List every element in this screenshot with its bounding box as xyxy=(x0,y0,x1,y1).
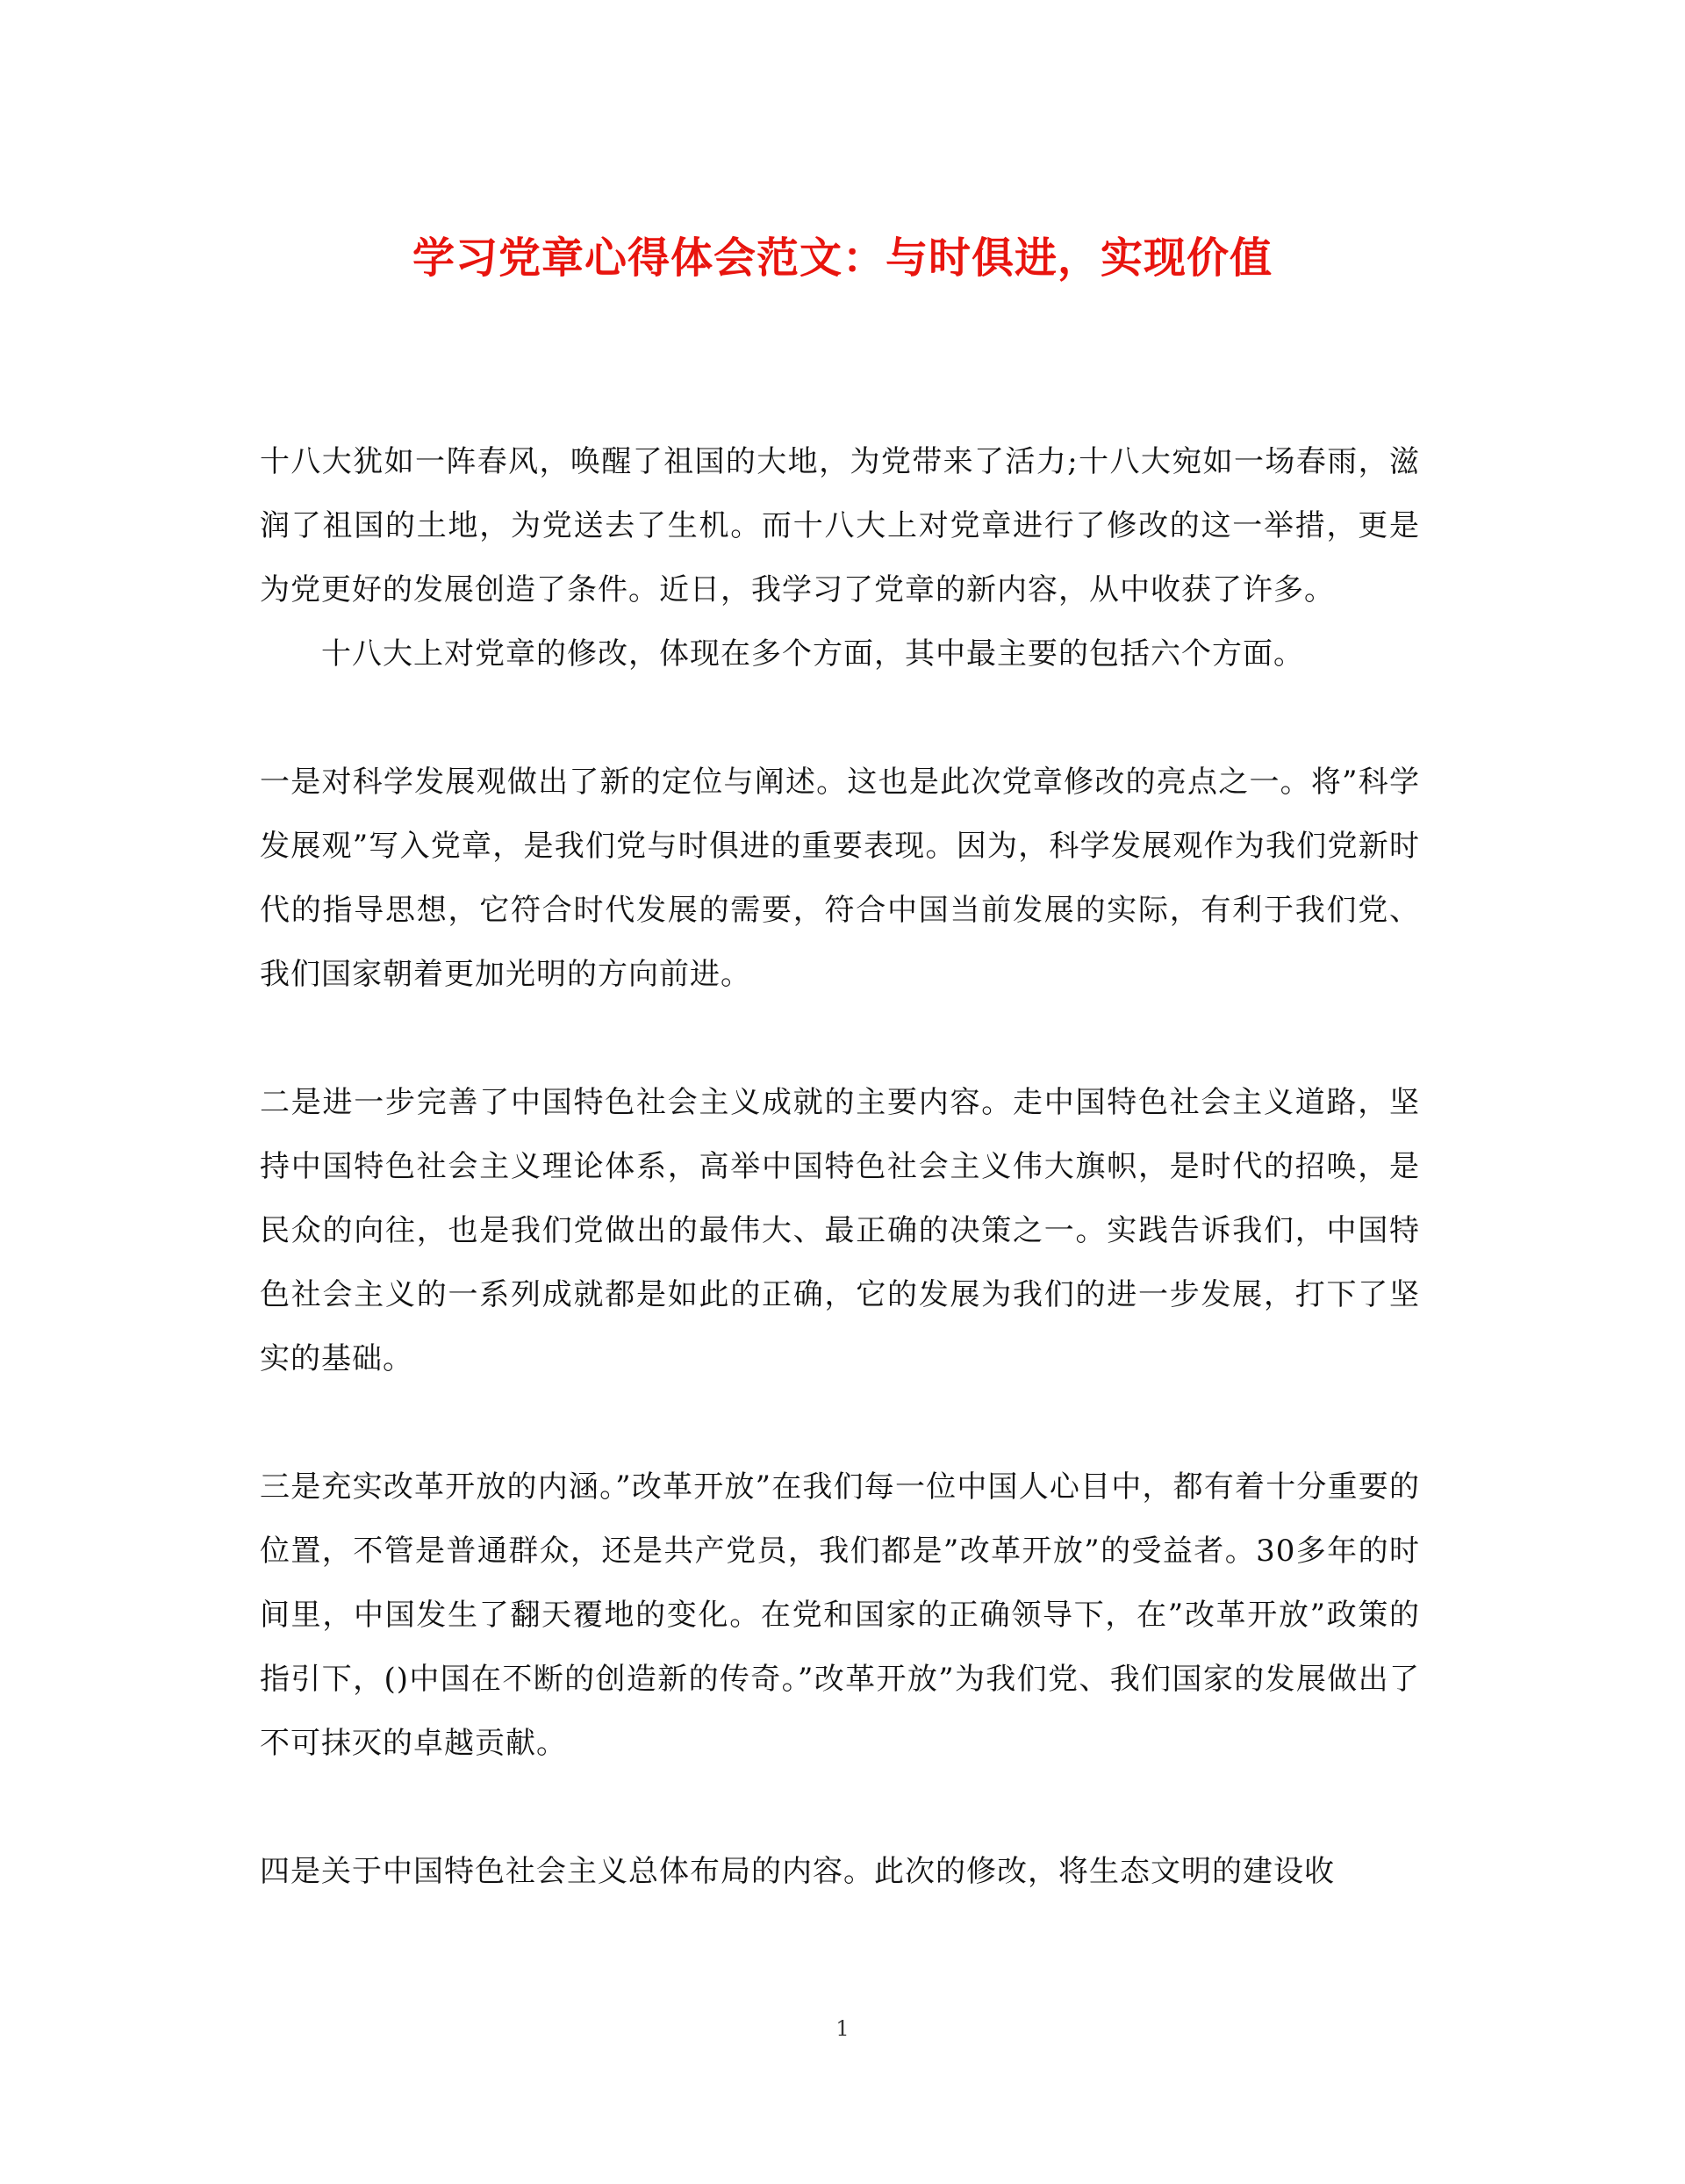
page-number: 1 xyxy=(835,2016,850,2041)
paragraph-intro: 十八大犹如一阵春风，唤醒了祖国的大地，为党带来了活力;十八大宛如一场春雨，滋润了祖国的土地，为党送去了生机。而十八大上对党章进行了修改的这一举措，更是为党更好的发展创造了条件。近日，我学习了党章的新内容，从中收获了许多。 xyxy=(260,444,1420,607)
document-body xyxy=(260,430,1420,1904)
paragraph-point-one: 一是对科学发展观做出了新的定位与阐述。这也是此次党章修改的亮点之一。将”科学发展观”写入党章，是我们党与时俱进的重要表现。因为，科学发展观作为我们党新时代的指导思想，它符合时代发展的需要，符合中国当前发展的实际，有利于我们党、我们国家朝着更加光明的方向前进。 xyxy=(260,765,1420,992)
paragraph-point-four: 四是关于中国特色社会主义总体布局的内容。此次的修改，将生态文明的建设收 xyxy=(260,1854,1335,1889)
paragraph-point-three: 三是充实改革开放的内涵。”改革开放”在我们每一位中国人心目中，都有着十分重要的位置，不管是普通群众，还是共产党员，我们都是”改革开放”的受益者。30多年的时间里，中国发生了翻天覆地的变化。在党和国家的正确领导下，在”改革开放”政策的指引下，()中国在不断的创造新的传奇。”改革开放”为我们党、我们国家的发展做出了不可抹灭的卓越贡献。 xyxy=(260,1469,1420,1761)
paragraph-overview: 十八大上对党章的修改，体现在多个方面，其中最主要的包括六个方面。 xyxy=(321,636,1304,672)
paragraph-point-two: 二是进一步完善了中国特色社会主义成就的主要内容。走中国特色社会主义道路，坚持中国特色社会主义理论体系，高举中国特色社会主义伟大旗帜，是时代的招唤，是民众的向往，也是我们党做出的最伟大、最正确的决策之一。实践告诉我们，中国特色社会主义的一系列成就都是如此的正确，它的发展为我们的进一步发展，打下了坚实的基础。 xyxy=(260,1085,1420,1376)
document-title: 学习党章心得体会范文：与时俱进，实现价值 xyxy=(412,233,1273,283)
